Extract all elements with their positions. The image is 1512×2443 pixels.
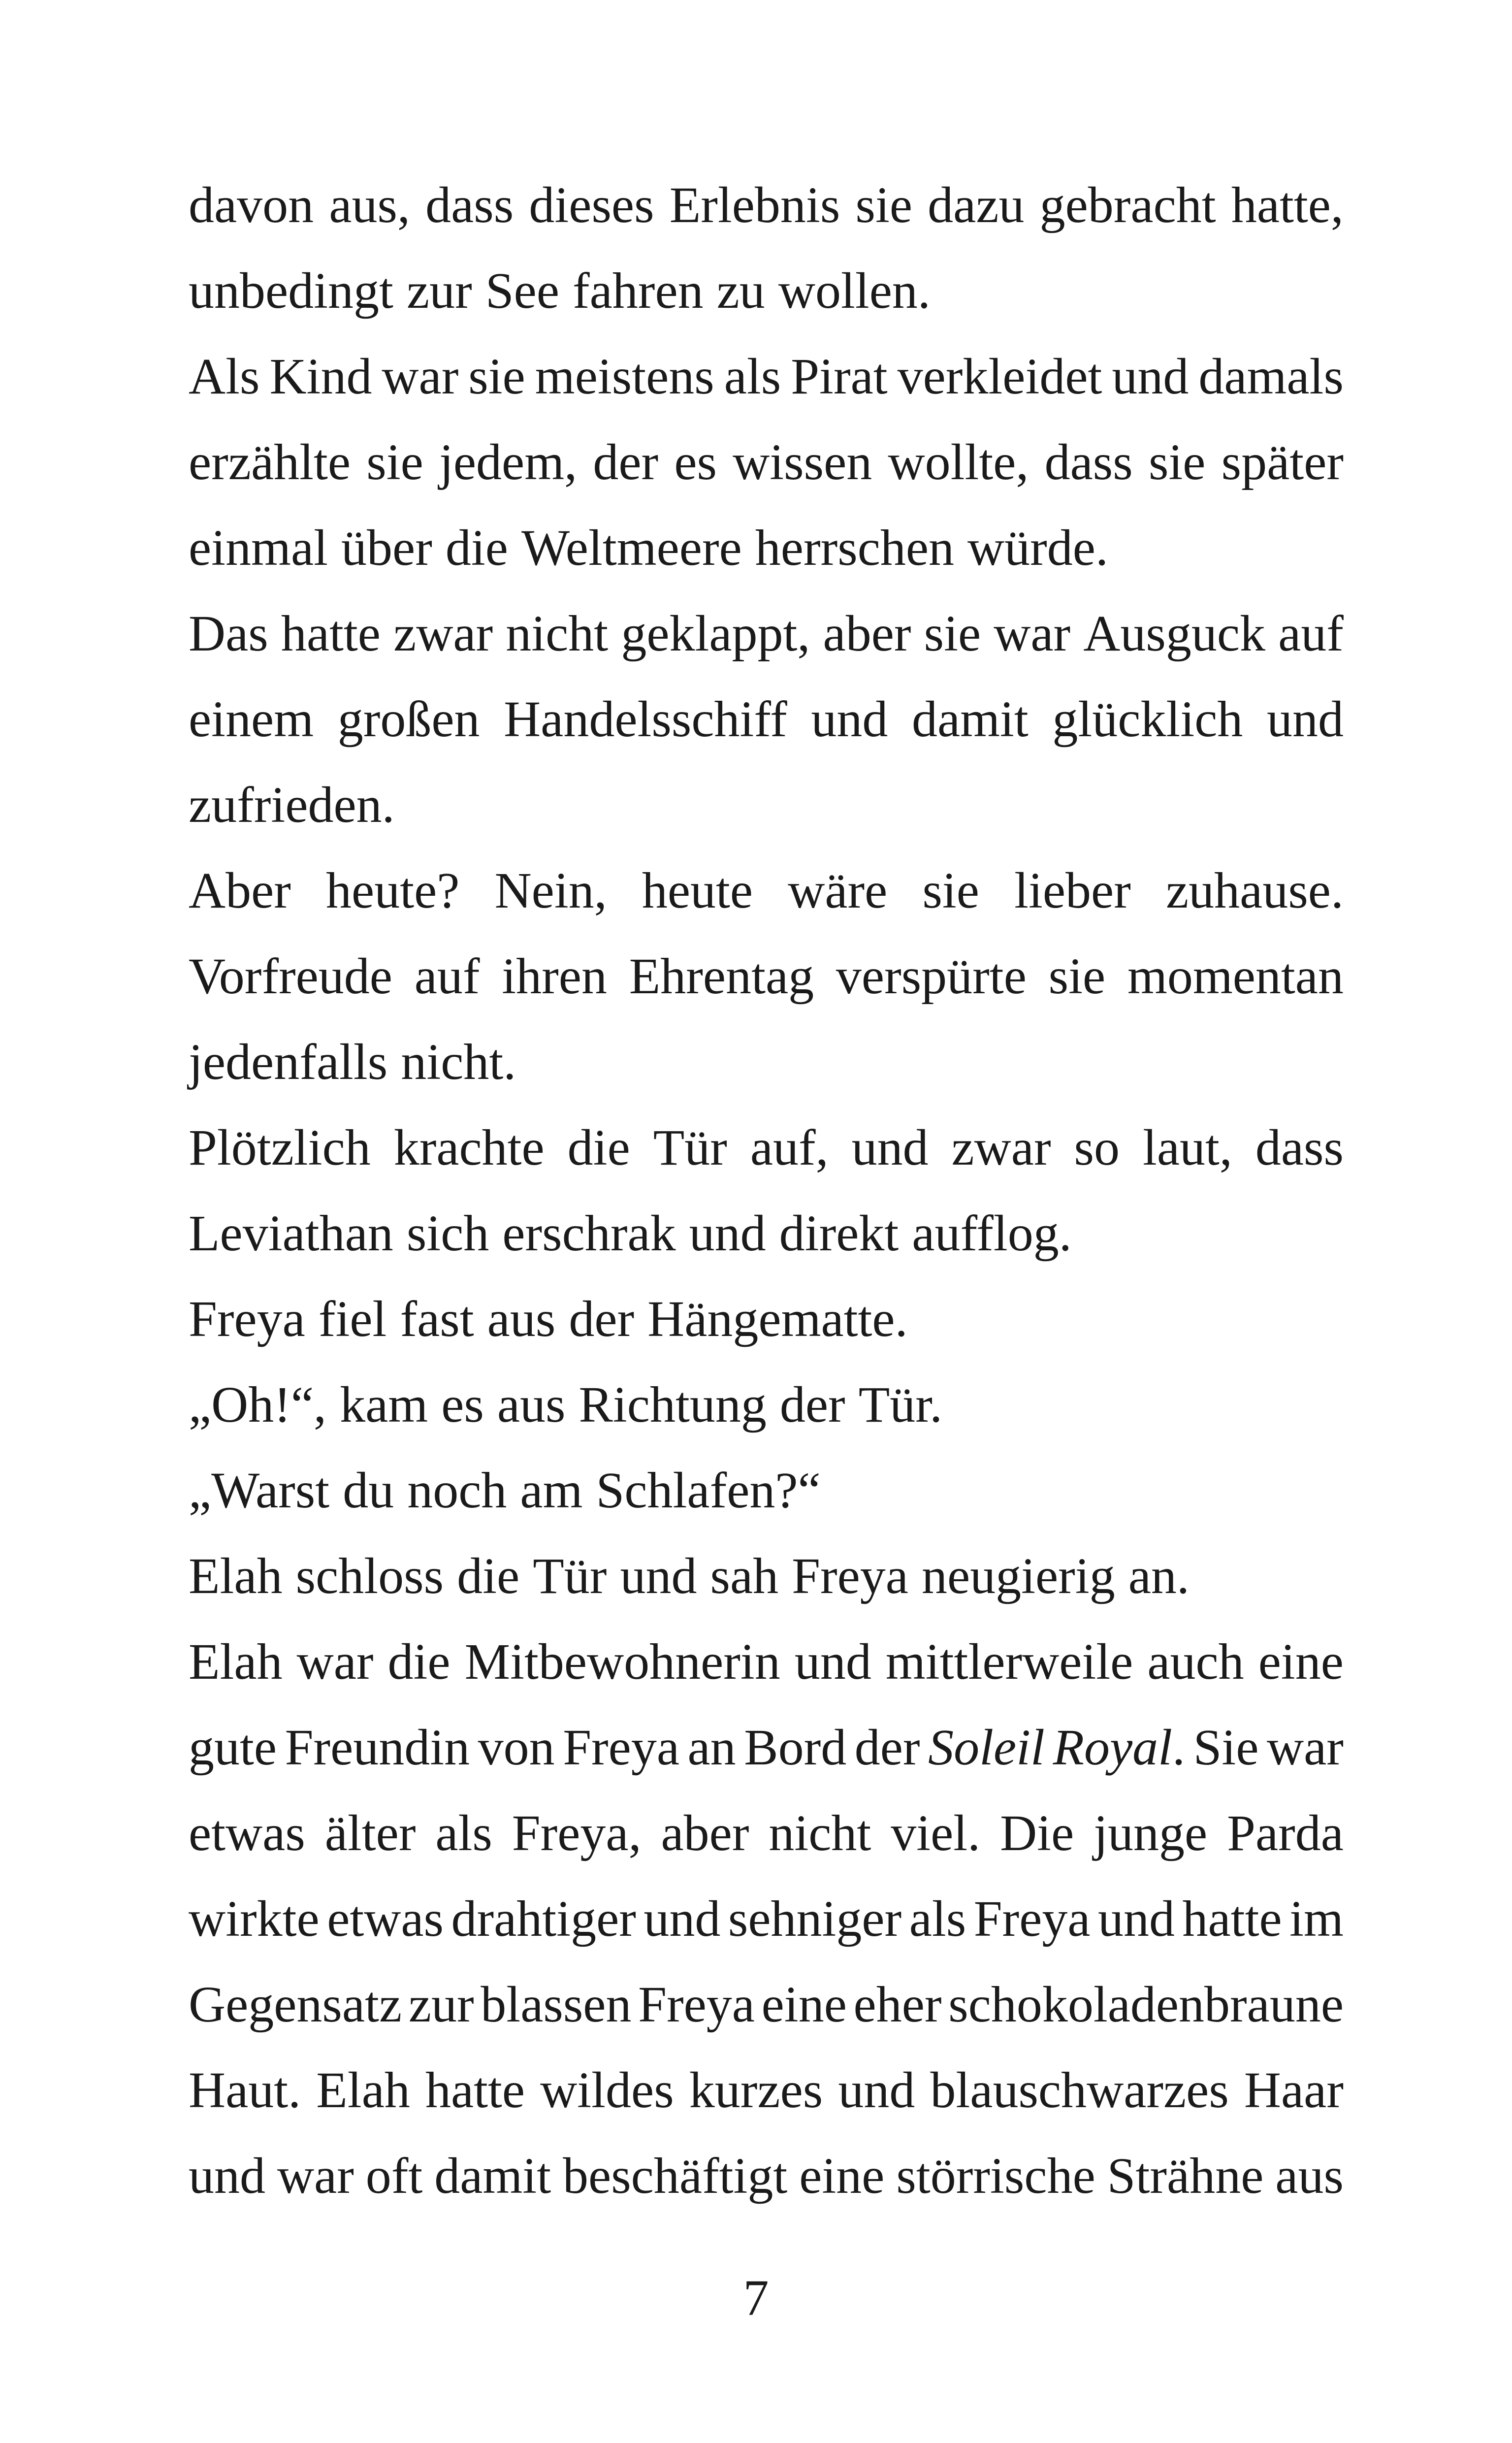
word: eine <box>761 1976 847 2033</box>
word: Haar <box>1244 2062 1344 2118</box>
word: an <box>687 1719 736 1776</box>
word: Mitbewohnerin <box>464 1633 780 1690</box>
text-line <box>189 1105 1344 1191</box>
word: Parda <box>1227 1805 1344 1861</box>
word: die <box>445 520 508 576</box>
text-line <box>189 248 1344 334</box>
word: laut, <box>1142 1119 1232 1176</box>
word: dass <box>425 177 514 233</box>
text-line <box>189 1276 1344 1362</box>
word: Tür <box>653 1119 727 1176</box>
word: oft <box>365 2148 423 2204</box>
word: schloss <box>295 1548 444 1604</box>
word: würde. <box>967 520 1108 576</box>
word: zur <box>406 262 472 319</box>
word: gute <box>189 1719 277 1776</box>
text-line <box>189 1962 1344 2048</box>
word: dass <box>1044 434 1133 490</box>
text-line <box>189 677 1344 762</box>
word: herrschen <box>755 520 955 576</box>
word: verspürte <box>836 948 1027 1005</box>
word: Pirat <box>791 348 888 405</box>
word: die <box>387 1633 450 1690</box>
word: nicht <box>769 1805 871 1861</box>
word: sie <box>924 605 981 662</box>
word: jedenfalls <box>189 1034 388 1090</box>
word: hatte, <box>1231 177 1344 233</box>
word: Aber <box>189 862 291 919</box>
word: krachte <box>393 1119 545 1176</box>
word: du <box>343 1462 394 1519</box>
word: sehniger <box>728 1890 902 1947</box>
word: als <box>724 348 781 405</box>
word: Freundin <box>285 1719 470 1776</box>
word: Tür <box>533 1548 607 1604</box>
word: und <box>838 2062 915 2118</box>
word: aber <box>823 605 911 662</box>
word: Die <box>1000 1805 1074 1861</box>
text-line <box>189 1791 1344 1876</box>
word: heute <box>642 862 753 919</box>
word: etwas <box>327 1890 444 1947</box>
word: als <box>435 1805 492 1861</box>
word: und <box>643 1890 721 1947</box>
word: aus, <box>329 177 410 233</box>
word: neugierig <box>921 1548 1115 1604</box>
word: erschrak <box>502 1205 676 1262</box>
word: als <box>909 1890 966 1947</box>
word: mittlerweile <box>885 1633 1133 1690</box>
word: aus <box>497 1376 566 1433</box>
word: war <box>296 1633 374 1690</box>
word: meistens <box>535 348 714 405</box>
word: zur <box>408 1976 474 2033</box>
word: Freya <box>973 1890 1091 1947</box>
text-line <box>189 334 1344 420</box>
word: es <box>674 434 717 490</box>
word: blauschwarzes <box>930 2062 1229 2118</box>
word: unbedingt <box>189 262 393 319</box>
word: auf <box>1278 605 1344 662</box>
word: Elah <box>316 2062 410 2118</box>
word: Sie <box>1193 1719 1259 1776</box>
word: wäre <box>788 862 888 919</box>
word: und <box>1112 348 1189 405</box>
word: beschäftigt <box>563 2148 788 2204</box>
word: noch <box>407 1462 507 1519</box>
word: später <box>1221 434 1344 490</box>
word: lieber <box>1014 862 1131 919</box>
word: sie <box>1148 434 1206 490</box>
text-line <box>189 1448 1344 1533</box>
italic-ship-name: Soleil <box>928 1719 1045 1776</box>
word: sie <box>366 434 423 490</box>
word: hatte <box>425 2062 525 2118</box>
word: der <box>779 1376 845 1433</box>
word: aber <box>661 1805 749 1861</box>
word: auf, <box>750 1119 829 1176</box>
word: zufrieden. <box>189 777 395 833</box>
word: hatte <box>1182 1890 1282 1947</box>
word: momentan <box>1127 948 1344 1005</box>
text-line <box>189 1019 1344 1105</box>
word: direkt <box>779 1205 899 1262</box>
word: und <box>851 1119 929 1176</box>
word: See <box>485 262 559 319</box>
word: aus <box>1275 2148 1344 2204</box>
word: jedem, <box>439 434 578 490</box>
word: dieses <box>529 177 654 233</box>
word: war <box>1267 1719 1344 1776</box>
word: Hängematte. <box>647 1291 908 1347</box>
word: sie <box>1048 948 1106 1005</box>
word: Plötzlich <box>189 1119 371 1176</box>
word: war <box>277 2148 354 2204</box>
text-line <box>189 1533 1344 1619</box>
word: Leviathan <box>189 1205 393 1262</box>
word: Freya <box>189 1291 305 1347</box>
word: damals <box>1198 348 1344 405</box>
word: aus <box>487 1291 556 1347</box>
word: viel. <box>891 1805 981 1861</box>
word: der <box>569 1291 635 1347</box>
word: sie <box>922 862 979 919</box>
italic-ship-name: Royal <box>1053 1719 1173 1776</box>
word: Freya <box>792 1548 908 1604</box>
word: Elah <box>189 1548 283 1604</box>
word: Vorfreude <box>189 948 392 1005</box>
text-line <box>189 934 1344 1019</box>
word: kam <box>340 1376 428 1433</box>
text-line <box>189 1876 1344 1962</box>
word: Bord <box>744 1719 847 1776</box>
word: gebracht <box>1039 177 1216 233</box>
word <box>928 1705 1045 1791</box>
word: eine <box>799 2148 885 2204</box>
word: wildes <box>540 2062 674 2118</box>
text-line <box>189 1362 1344 1448</box>
word: davon <box>189 177 314 233</box>
word: und <box>794 1633 871 1690</box>
word: Als <box>189 348 260 405</box>
text-line <box>189 2133 1344 2219</box>
word: störrische <box>896 2148 1095 2204</box>
word: Gegensatz <box>189 1976 402 2033</box>
word: fahren <box>573 262 704 319</box>
word: Richtung <box>579 1376 767 1433</box>
word: Weltmeere <box>521 520 742 576</box>
word: über <box>341 520 432 576</box>
word: Ausguck <box>1083 605 1265 662</box>
word: fiel <box>318 1291 387 1347</box>
word: sie <box>468 348 525 405</box>
word: wollen. <box>778 262 931 319</box>
word: Schlafen?“ <box>596 1462 821 1519</box>
text-line <box>189 2048 1344 2133</box>
word: Ehrentag <box>629 948 814 1005</box>
word: Haut. <box>189 2062 301 2118</box>
text-line <box>189 1191 1344 1276</box>
word: der <box>593 434 659 490</box>
word: sah <box>710 1548 779 1604</box>
word: Tür. <box>858 1376 943 1433</box>
text-line <box>189 1705 1344 1791</box>
word: und <box>189 2148 265 2204</box>
word: „Oh!“, <box>189 1376 327 1433</box>
text-line <box>189 163 1344 248</box>
word: zuhause. <box>1166 862 1344 919</box>
word: großen <box>337 691 480 748</box>
word: glücklich <box>1052 691 1243 748</box>
word: hatte <box>281 605 381 662</box>
word: dass <box>1255 1119 1344 1176</box>
word: Kind <box>269 348 372 405</box>
word: war <box>994 605 1071 662</box>
word: Handelsschiff <box>504 691 787 748</box>
word: Erlebnis <box>669 177 840 233</box>
word: aufflog. <box>912 1205 1072 1262</box>
word: damit <box>434 2148 551 2204</box>
text-line <box>189 505 1344 591</box>
text-line <box>189 420 1344 505</box>
word: geklappt, <box>621 605 810 662</box>
word: blassen <box>481 1976 632 2033</box>
word: nicht <box>506 605 609 662</box>
text-line <box>189 591 1344 677</box>
word: wollte, <box>888 434 1029 490</box>
word: erzählte <box>189 434 351 490</box>
word: wissen <box>733 434 872 490</box>
word: einem <box>189 691 314 748</box>
word: und <box>1098 1890 1175 1947</box>
text-line <box>189 848 1344 934</box>
word: zwar <box>393 605 493 662</box>
word: es <box>441 1376 484 1433</box>
word: damit <box>911 691 1029 748</box>
word: Freya <box>638 1976 755 2033</box>
word: ihren <box>502 948 607 1005</box>
word: Das <box>189 605 268 662</box>
word: Strähne <box>1107 2148 1264 2204</box>
word: zu <box>716 262 765 319</box>
word: eher <box>853 1976 942 2033</box>
word: dazu <box>928 177 1025 233</box>
word: an. <box>1128 1548 1190 1604</box>
word: „Warst <box>189 1462 330 1519</box>
word: die <box>457 1548 520 1604</box>
word: Elah <box>189 1633 283 1690</box>
word: eine <box>1258 1633 1344 1690</box>
word: von <box>478 1719 555 1776</box>
word: der <box>854 1719 920 1776</box>
word: auch <box>1147 1633 1244 1690</box>
word: auf <box>414 948 480 1005</box>
word: wirkte <box>189 1890 320 1947</box>
word: und <box>689 1205 766 1262</box>
word: am <box>520 1462 583 1519</box>
word: Freya, <box>512 1805 642 1861</box>
word: die <box>567 1119 630 1176</box>
word: und <box>811 691 888 748</box>
word: drahtiger <box>451 1890 636 1947</box>
text-line <box>189 1619 1344 1705</box>
word: etwas <box>189 1805 305 1861</box>
word: heute? <box>326 862 460 919</box>
word: nicht. <box>401 1034 516 1090</box>
word: Nein, <box>494 862 607 919</box>
word: so <box>1074 1119 1120 1176</box>
page-number: 7 <box>743 2270 769 2326</box>
word: und <box>620 1548 697 1604</box>
word: sich <box>406 1205 489 1262</box>
word: einmal <box>189 520 328 576</box>
word: kurzes <box>689 2062 823 2118</box>
word: Royal. <box>1053 1705 1185 1791</box>
word: schokoladenbraune <box>948 1976 1344 2033</box>
word: im <box>1289 1890 1344 1947</box>
word: verkleidet <box>897 348 1102 405</box>
word: zwar <box>951 1119 1051 1176</box>
body-text <box>189 163 1344 2219</box>
word: junge <box>1094 1805 1208 1861</box>
word: älter <box>324 1805 416 1861</box>
word: und <box>1266 691 1344 748</box>
word: war <box>382 348 459 405</box>
text-line <box>189 762 1344 848</box>
word: sie <box>855 177 912 233</box>
word: fast <box>400 1291 474 1347</box>
word: Freya <box>563 1719 679 1776</box>
